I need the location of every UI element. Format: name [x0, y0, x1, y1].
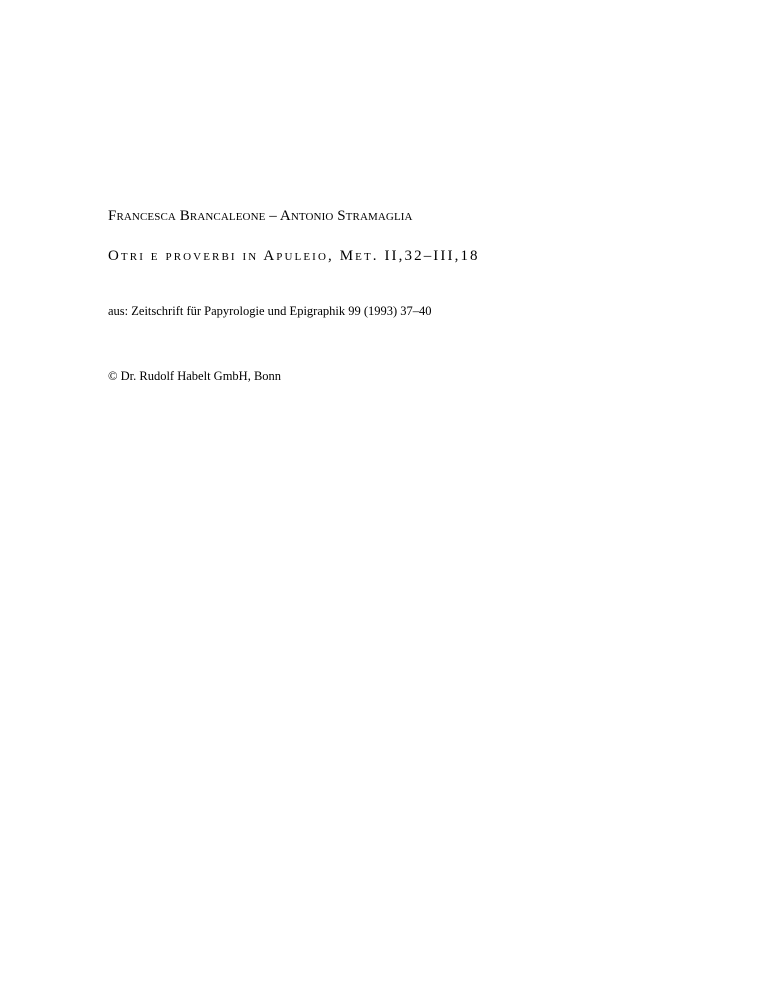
- article-title: Otri e proverbi in Apuleio, Met. II,32–III,18: [108, 248, 480, 264]
- source-citation: aus: Zeitschrift für Papyrologie und Epigraphik 99 (1993) 37–40: [108, 304, 432, 318]
- article-authors: Francesca Brancaleone – Antonio Stramaglia: [108, 208, 413, 224]
- copyright-notice: © Dr. Rudolf Habelt GmbH, Bonn: [108, 369, 282, 383]
